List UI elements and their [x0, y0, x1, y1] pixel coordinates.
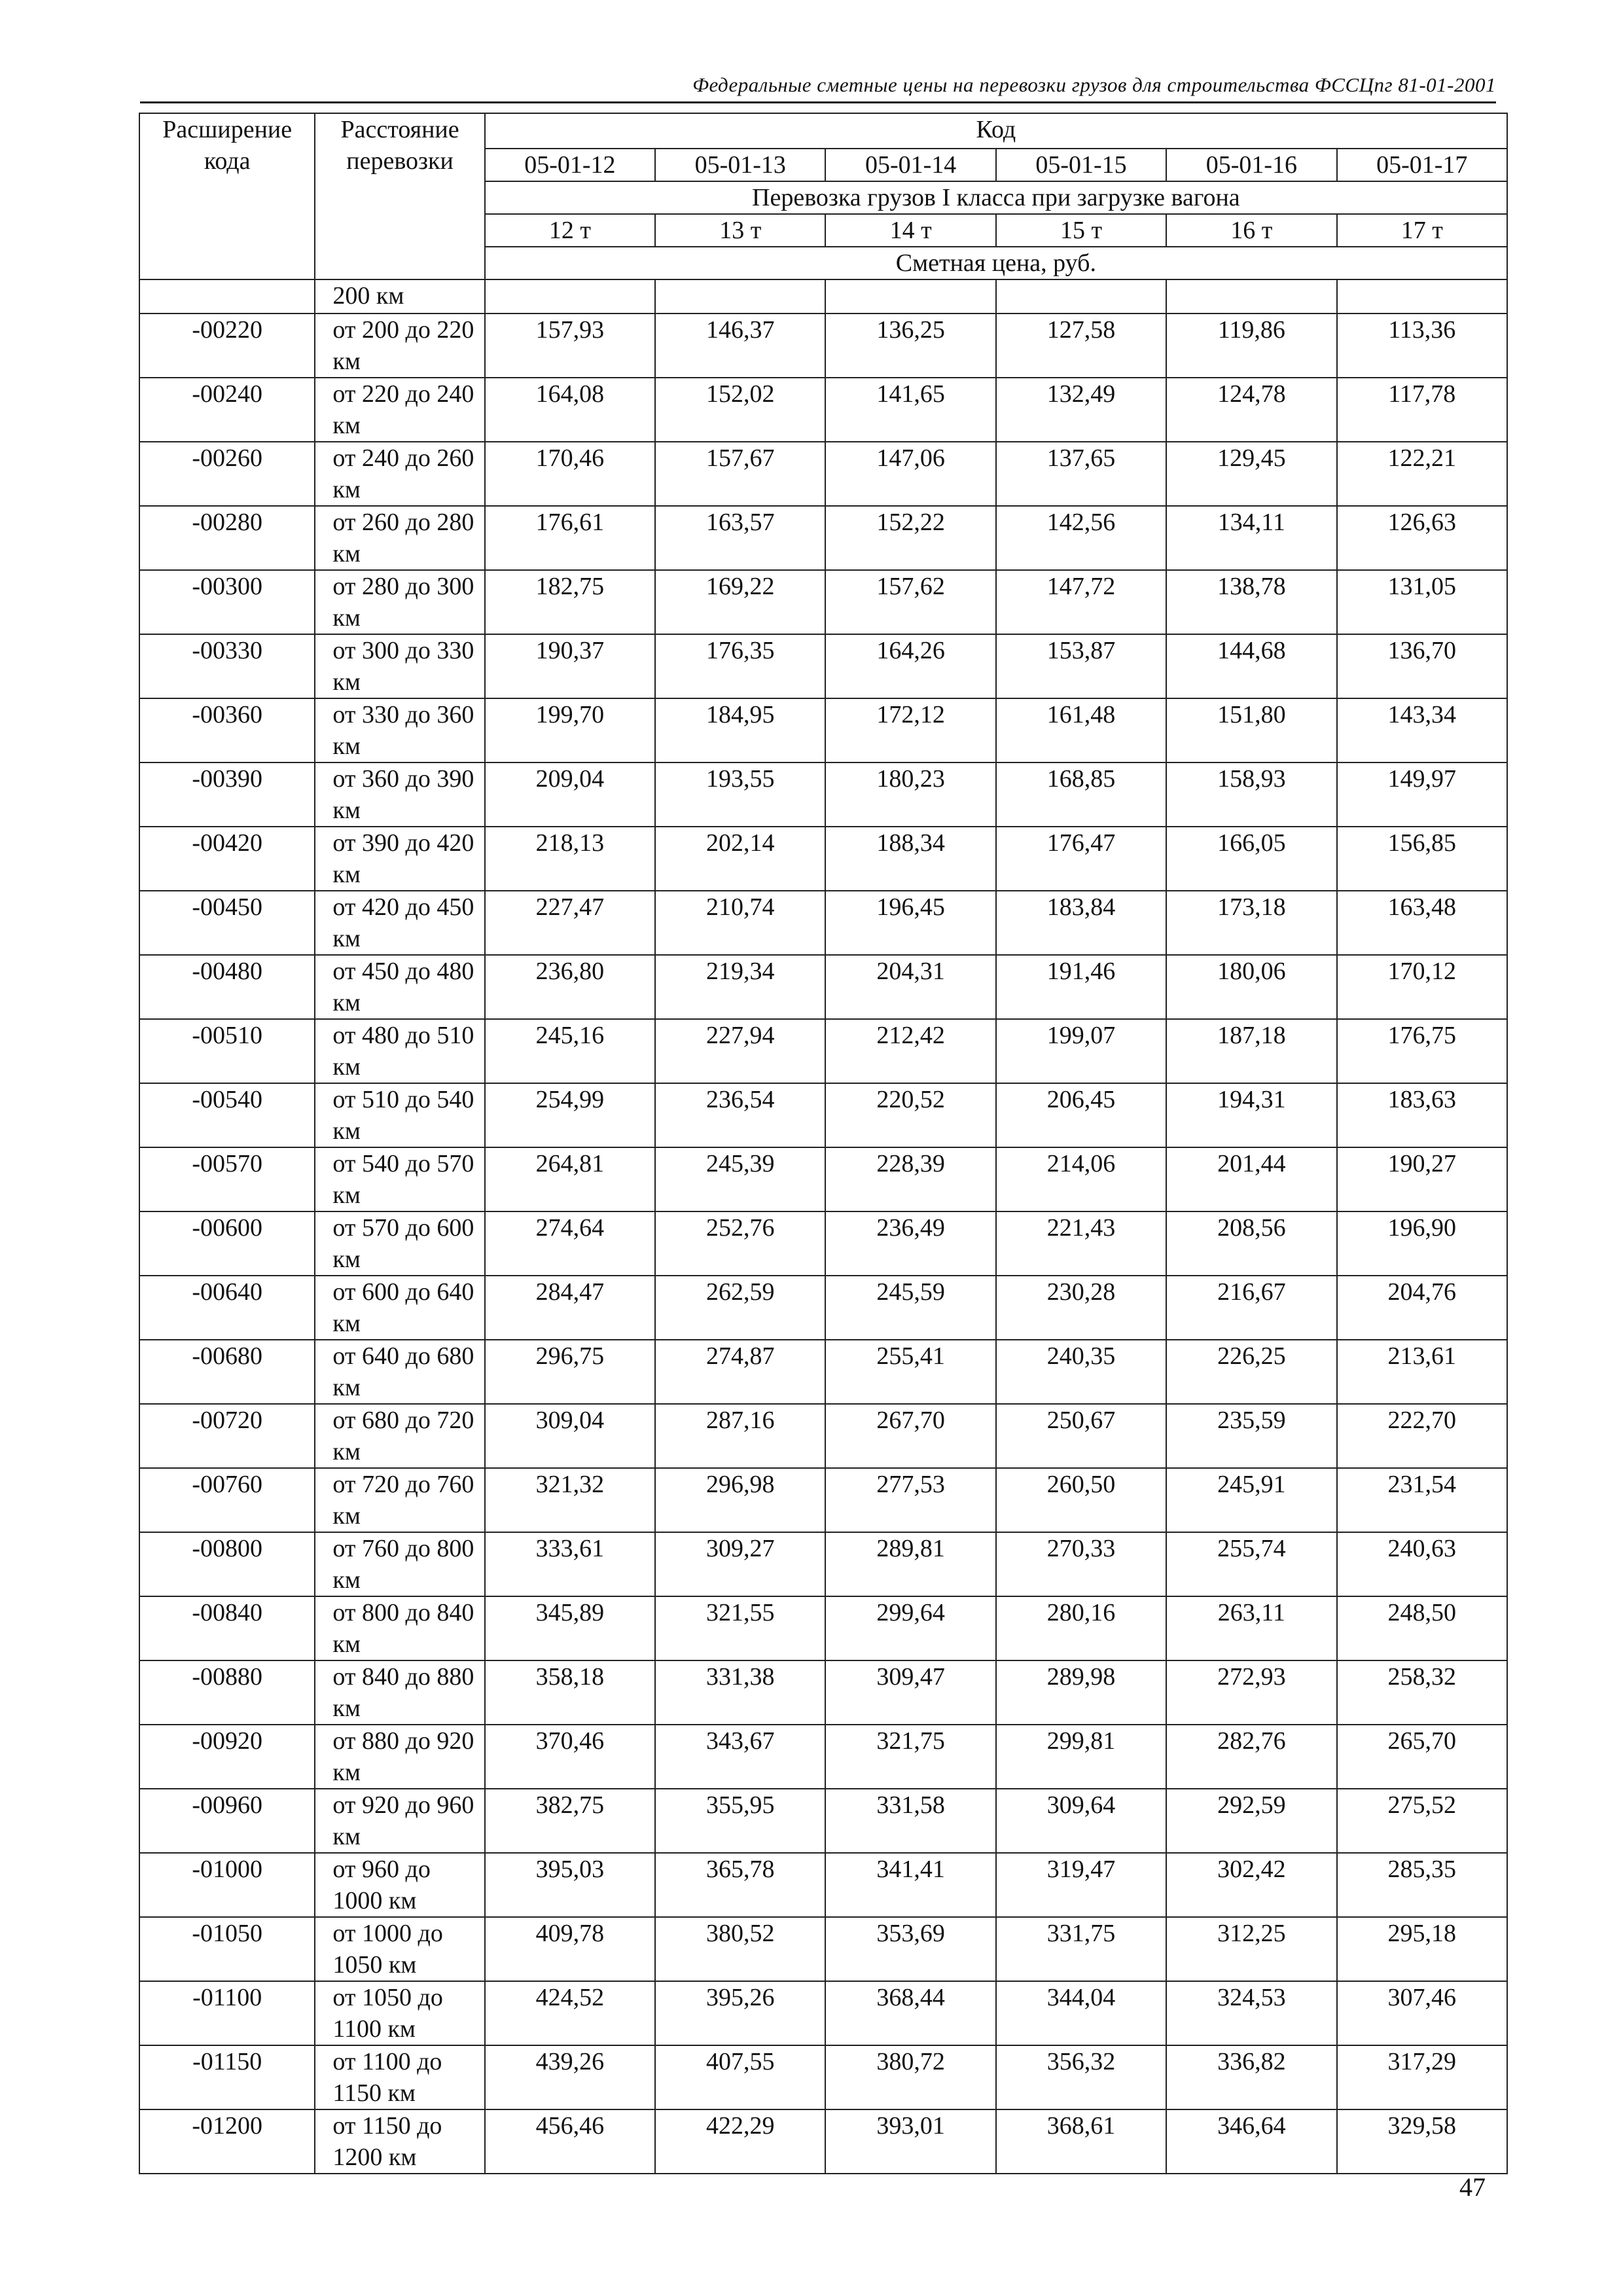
price-cell: 158,93 — [1166, 762, 1336, 827]
distance-cell: от 360 до 390 км — [315, 762, 484, 827]
extension-cell: -00360 — [139, 698, 315, 762]
table-row — [139, 570, 1507, 634]
price-cell: 248,50 — [1337, 1596, 1507, 1660]
price-cell: 218,13 — [485, 827, 655, 891]
price-cell: 187,18 — [1166, 1019, 1336, 1083]
price-cell: 267,70 — [825, 1404, 995, 1468]
price-cell: 321,55 — [655, 1596, 825, 1660]
header-rule — [140, 101, 1496, 103]
price-cell: 182,75 — [485, 570, 655, 634]
distance-cell: от 920 до 960 км — [315, 1789, 484, 1853]
price-cell: 146,37 — [655, 314, 825, 378]
extension-cell: -00800 — [139, 1532, 315, 1596]
price-cell: 220,52 — [825, 1083, 995, 1147]
price-cell: 164,26 — [825, 634, 995, 698]
price-cell: 142,56 — [996, 506, 1166, 570]
price-cell: 270,33 — [996, 1532, 1166, 1596]
price-cell: 255,41 — [825, 1340, 995, 1404]
load-header: 12 т — [485, 214, 655, 247]
price-cell: 231,54 — [1337, 1468, 1507, 1532]
table-row — [139, 1019, 1507, 1083]
col-header-extension: Расширение кода — [139, 113, 315, 279]
price-cell: 317,29 — [1337, 2045, 1507, 2109]
table-row — [139, 891, 1507, 955]
distance-cell: от 420 до 450 км — [315, 891, 484, 955]
price-cell: 202,14 — [655, 827, 825, 891]
price-cell: 365,78 — [655, 1853, 825, 1917]
extension-cell: -00880 — [139, 1660, 315, 1725]
price-cell: 289,98 — [996, 1660, 1166, 1725]
table-row — [139, 1853, 1507, 1917]
distance-cell: от 570 до 600 км — [315, 1211, 484, 1276]
price-cell: 168,85 — [996, 762, 1166, 827]
table-row — [139, 279, 1507, 314]
extension-cell: -01100 — [139, 1981, 315, 2045]
table-row — [139, 2109, 1507, 2174]
extension-cell: -00300 — [139, 570, 315, 634]
price-cell: 280,16 — [996, 1596, 1166, 1660]
price-cell: 287,16 — [655, 1404, 825, 1468]
price-cell: 163,48 — [1337, 891, 1507, 955]
price-cell: 285,35 — [1337, 1853, 1507, 1917]
table-row — [139, 955, 1507, 1019]
distance-cell: от 880 до 920 км — [315, 1725, 484, 1789]
price-cell: 309,47 — [825, 1660, 995, 1725]
extension-cell: -00390 — [139, 762, 315, 827]
col-header-code: Код — [485, 113, 1507, 149]
price-cell: 240,63 — [1337, 1532, 1507, 1596]
price-cell: 368,61 — [996, 2109, 1166, 2174]
price-cell: 250,67 — [996, 1404, 1166, 1468]
price-cell: 296,98 — [655, 1468, 825, 1532]
distance-cell: от 1050 до 1100 км — [315, 1981, 484, 2045]
table-row — [139, 1917, 1507, 1981]
price-cell: 395,26 — [655, 1981, 825, 2045]
extension-cell: -00960 — [139, 1789, 315, 1853]
table-row — [139, 1532, 1507, 1596]
distance-cell: от 390 до 420 км — [315, 827, 484, 891]
price-cell: 309,27 — [655, 1532, 825, 1596]
price-cell: 309,04 — [485, 1404, 655, 1468]
price-cell: 137,65 — [996, 442, 1166, 506]
price-cell: 193,55 — [655, 762, 825, 827]
distance-cell: от 800 до 840 км — [315, 1596, 484, 1660]
price-cell: 173,18 — [1166, 891, 1336, 955]
price-cell: 152,02 — [655, 378, 825, 442]
price-cell: 284,47 — [485, 1276, 655, 1340]
price-cell: 134,11 — [1166, 506, 1336, 570]
distance-cell: от 200 до 220 км — [315, 314, 484, 378]
price-cell: 147,72 — [996, 570, 1166, 634]
price-cell: 382,75 — [485, 1789, 655, 1853]
price-cell: 263,11 — [1166, 1596, 1336, 1660]
price-cell: 331,58 — [825, 1789, 995, 1853]
price-cell: 321,32 — [485, 1468, 655, 1532]
price-cell: 422,29 — [655, 2109, 825, 2174]
price-cell: 274,87 — [655, 1340, 825, 1404]
price-cell: 324,53 — [1166, 1981, 1336, 2045]
price-cell: 117,78 — [1337, 378, 1507, 442]
code-header: 05-01-17 — [1337, 149, 1507, 181]
load-header: 16 т — [1166, 214, 1336, 247]
price-cell: 254,99 — [485, 1083, 655, 1147]
code-header: 05-01-12 — [485, 149, 655, 181]
distance-cell: от 680 до 720 км — [315, 1404, 484, 1468]
price-cell: 407,55 — [655, 2045, 825, 2109]
price-cell: 170,46 — [485, 442, 655, 506]
extension-cell: -00220 — [139, 314, 315, 378]
price-cell: 409,78 — [485, 1917, 655, 1981]
table-row — [139, 762, 1507, 827]
price-cell: 289,81 — [825, 1532, 995, 1596]
price-cell: 151,80 — [1166, 698, 1336, 762]
price-cell: 132,49 — [996, 378, 1166, 442]
distance-cell: от 510 до 540 км — [315, 1083, 484, 1147]
table-row — [139, 1147, 1507, 1211]
distance-cell: от 840 до 880 км — [315, 1660, 484, 1725]
price-cell: 227,47 — [485, 891, 655, 955]
price-cell: 176,47 — [996, 827, 1166, 891]
distance-cell: от 960 до 1000 км — [315, 1853, 484, 1917]
price-cell: 321,75 — [825, 1725, 995, 1789]
price-cell: 208,56 — [1166, 1211, 1336, 1276]
price-cell: 319,47 — [996, 1853, 1166, 1917]
table-row — [139, 1981, 1507, 2045]
price-cell: 190,37 — [485, 634, 655, 698]
price-cell: 236,54 — [655, 1083, 825, 1147]
distance-cell: от 300 до 330 км — [315, 634, 484, 698]
price-label: Сметная цена, руб. — [485, 247, 1507, 279]
price-cell: 236,49 — [825, 1211, 995, 1276]
price-cell: 299,64 — [825, 1596, 995, 1660]
code-header: 05-01-15 — [996, 149, 1166, 181]
price-cell: 264,81 — [485, 1147, 655, 1211]
price-cell: 336,82 — [1166, 2045, 1336, 2109]
price-cell: 307,46 — [1337, 1981, 1507, 2045]
price-cell: 143,34 — [1337, 698, 1507, 762]
table-row — [139, 442, 1507, 506]
code-header: 05-01-13 — [655, 149, 825, 181]
price-cell: 199,70 — [485, 698, 655, 762]
price-cell: 329,58 — [1337, 2109, 1507, 2174]
price-cell: 201,44 — [1166, 1147, 1336, 1211]
table-row — [139, 827, 1507, 891]
table-row — [139, 506, 1507, 570]
extension-cell: -00450 — [139, 891, 315, 955]
extension-cell: -00480 — [139, 955, 315, 1019]
table-row — [139, 314, 1507, 378]
extension-cell: -00420 — [139, 827, 315, 891]
price-cell: 227,94 — [655, 1019, 825, 1083]
price-cell: 157,67 — [655, 442, 825, 506]
price-cell: 164,08 — [485, 378, 655, 442]
price-cell: 113,36 — [1337, 314, 1507, 378]
price-cell: 312,25 — [1166, 1917, 1336, 1981]
price-cell: 260,50 — [996, 1468, 1166, 1532]
price-cell: 282,76 — [1166, 1725, 1336, 1789]
price-cell: 152,22 — [825, 506, 995, 570]
table-row — [139, 1660, 1507, 1725]
price-cell: 258,32 — [1337, 1660, 1507, 1725]
price-cell: 180,06 — [1166, 955, 1336, 1019]
price-cell: 194,31 — [1166, 1083, 1336, 1147]
price-cell: 176,35 — [655, 634, 825, 698]
table-row — [139, 1725, 1507, 1789]
price-cell: 214,06 — [996, 1147, 1166, 1211]
price-cell: 196,45 — [825, 891, 995, 955]
price-cell: 344,04 — [996, 1981, 1166, 2045]
price-cell: 170,12 — [1337, 955, 1507, 1019]
distance-cell: от 280 до 300 км — [315, 570, 484, 634]
table-row — [139, 1789, 1507, 1853]
price-cell: 166,05 — [1166, 827, 1336, 891]
extension-cell: -00600 — [139, 1211, 315, 1276]
price-cell: 345,89 — [485, 1596, 655, 1660]
col-header-distance: Расстояние перевозки — [315, 113, 484, 279]
price-cell: 346,64 — [1166, 2109, 1336, 2174]
distance-cell: от 760 до 800 км — [315, 1532, 484, 1596]
price-cell: 196,90 — [1337, 1211, 1507, 1276]
price-cell: 331,75 — [996, 1917, 1166, 1981]
price-cell: 183,63 — [1337, 1083, 1507, 1147]
price-cell: 292,59 — [1166, 1789, 1336, 1853]
extension-cell — [139, 279, 315, 314]
price-cell: 204,76 — [1337, 1276, 1507, 1340]
price-cell: 368,44 — [825, 1981, 995, 2045]
price-cell: 176,61 — [485, 506, 655, 570]
distance-cell: от 330 до 360 км — [315, 698, 484, 762]
load-header: 15 т — [996, 214, 1166, 247]
load-header: 13 т — [655, 214, 825, 247]
distance-cell: 200 км — [315, 279, 484, 314]
price-cell: 222,70 — [1337, 1404, 1507, 1468]
price-cell: 230,28 — [996, 1276, 1166, 1340]
price-cell: 141,65 — [825, 378, 995, 442]
price-cell: 255,74 — [1166, 1532, 1336, 1596]
price-cell: 124,78 — [1166, 378, 1336, 442]
price-cell: 358,18 — [485, 1660, 655, 1725]
distance-cell: от 600 до 640 км — [315, 1276, 484, 1340]
page-number: 47 — [1459, 2172, 1486, 2202]
price-cell: 147,06 — [825, 442, 995, 506]
price-cell: 119,86 — [1166, 314, 1336, 378]
price-cell: 172,12 — [825, 698, 995, 762]
table-row — [139, 1083, 1507, 1147]
price-cell: 240,35 — [996, 1340, 1166, 1404]
price-cell: 209,04 — [485, 762, 655, 827]
table-row — [139, 634, 1507, 698]
code-header: 05-01-14 — [825, 149, 995, 181]
price-cell: 122,21 — [1337, 442, 1507, 506]
distance-cell: от 220 до 240 км — [315, 378, 484, 442]
extension-cell: -01150 — [139, 2045, 315, 2109]
price-cell: 221,43 — [996, 1211, 1166, 1276]
price-cell: 395,03 — [485, 1853, 655, 1917]
price-cell: 219,34 — [655, 955, 825, 1019]
price-cell: 136,70 — [1337, 634, 1507, 698]
table-row — [139, 698, 1507, 762]
price-cell: 333,61 — [485, 1532, 655, 1596]
price-cell: 138,78 — [1166, 570, 1336, 634]
price-cell: 169,22 — [655, 570, 825, 634]
price-cell: 275,52 — [1337, 1789, 1507, 1853]
price-cell: 226,25 — [1166, 1340, 1336, 1404]
table-row — [139, 1596, 1507, 1660]
extension-cell: -00680 — [139, 1340, 315, 1404]
table-row — [139, 378, 1507, 442]
load-header: 17 т — [1337, 214, 1507, 247]
price-cell: 245,39 — [655, 1147, 825, 1211]
table-subtitle: Перевозка грузов I класса при загрузке вагона — [485, 181, 1507, 214]
price-cell: 157,62 — [825, 570, 995, 634]
price-cell: 424,52 — [485, 1981, 655, 2045]
price-cell: 188,34 — [825, 827, 995, 891]
extension-cell: -01200 — [139, 2109, 315, 2174]
table-row — [139, 1211, 1507, 1276]
price-cell: 302,42 — [1166, 1853, 1336, 1917]
price-cell: 153,87 — [996, 634, 1166, 698]
extension-cell: -00720 — [139, 1404, 315, 1468]
price-cell: 213,61 — [1337, 1340, 1507, 1404]
distance-cell: от 1000 до 1050 км — [315, 1917, 484, 1981]
code-header: 05-01-16 — [1166, 149, 1336, 181]
price-cell: 149,97 — [1337, 762, 1507, 827]
price-cell: 180,23 — [825, 762, 995, 827]
extension-cell: -00920 — [139, 1725, 315, 1789]
extension-cell: -00640 — [139, 1276, 315, 1340]
table-row — [139, 1404, 1507, 1468]
price-cell: 356,32 — [996, 2045, 1166, 2109]
extension-cell: -00540 — [139, 1083, 315, 1147]
price-cell: 262,59 — [655, 1276, 825, 1340]
distance-cell: от 1100 до 1150 км — [315, 2045, 484, 2109]
price-cell: 176,75 — [1337, 1019, 1507, 1083]
table-row — [139, 1468, 1507, 1532]
extension-cell: -00760 — [139, 1468, 315, 1532]
price-cell: 355,95 — [655, 1789, 825, 1853]
extension-cell: -00260 — [139, 442, 315, 506]
price-cell: 126,63 — [1337, 506, 1507, 570]
price-cell: 228,39 — [825, 1147, 995, 1211]
price-cell: 296,75 — [485, 1340, 655, 1404]
extension-cell: -01050 — [139, 1917, 315, 1981]
price-cell: 210,74 — [655, 891, 825, 955]
running-title: Федеральные сметные цены на перевозки грузов для строительства ФССЦпг 81-01-2001 — [692, 73, 1496, 96]
price-cell: 299,81 — [996, 1725, 1166, 1789]
price-cell: 380,52 — [655, 1917, 825, 1981]
price-cell: 265,70 — [1337, 1725, 1507, 1789]
price-cell: 199,07 — [996, 1019, 1166, 1083]
price-cell: 341,41 — [825, 1853, 995, 1917]
price-cell: 295,18 — [1337, 1917, 1507, 1981]
distance-cell: от 720 до 760 км — [315, 1468, 484, 1532]
price-cell: 380,72 — [825, 2045, 995, 2109]
price-cell: 343,67 — [655, 1725, 825, 1789]
extension-cell: -01000 — [139, 1853, 315, 1917]
price-cell: 252,76 — [655, 1211, 825, 1276]
table-row — [139, 1276, 1507, 1340]
price-cell: 272,93 — [1166, 1660, 1336, 1725]
distance-cell: от 450 до 480 км — [315, 955, 484, 1019]
price-cell: 136,25 — [825, 314, 995, 378]
price-cell: 456,46 — [485, 2109, 655, 2174]
price-cell: 204,31 — [825, 955, 995, 1019]
price-cell: 277,53 — [825, 1468, 995, 1532]
price-table — [139, 113, 1508, 2174]
extension-cell: -00280 — [139, 506, 315, 570]
price-cell: 235,59 — [1166, 1404, 1336, 1468]
distance-cell: от 640 до 680 км — [315, 1340, 484, 1404]
extension-cell: -00330 — [139, 634, 315, 698]
price-cell: 236,80 — [485, 955, 655, 1019]
price-cell: 309,64 — [996, 1789, 1166, 1853]
table-row — [139, 1340, 1507, 1404]
price-cell: 184,95 — [655, 698, 825, 762]
extension-cell: -00240 — [139, 378, 315, 442]
price-cell: 129,45 — [1166, 442, 1336, 506]
price-cell: 370,46 — [485, 1725, 655, 1789]
price-cell: 127,58 — [996, 314, 1166, 378]
price-cell: 131,05 — [1337, 570, 1507, 634]
distance-cell: от 480 до 510 км — [315, 1019, 484, 1083]
price-cell: 190,27 — [1337, 1147, 1507, 1211]
extension-cell: -00840 — [139, 1596, 315, 1660]
extension-cell: -00510 — [139, 1019, 315, 1083]
price-cell: 274,64 — [485, 1211, 655, 1276]
price-cell: 245,16 — [485, 1019, 655, 1083]
distance-cell: от 260 до 280 км — [315, 506, 484, 570]
price-cell: 393,01 — [825, 2109, 995, 2174]
price-cell: 245,91 — [1166, 1468, 1336, 1532]
price-cell: 191,46 — [996, 955, 1166, 1019]
table-row — [139, 2045, 1507, 2109]
price-cell: 144,68 — [1166, 634, 1336, 698]
price-cell: 331,38 — [655, 1660, 825, 1725]
load-header: 14 т — [825, 214, 995, 247]
price-cell: 161,48 — [996, 698, 1166, 762]
price-cell: 163,57 — [655, 506, 825, 570]
distance-cell: от 240 до 260 км — [315, 442, 484, 506]
price-cell: 439,26 — [485, 2045, 655, 2109]
price-cell: 216,67 — [1166, 1276, 1336, 1340]
extension-cell: -00570 — [139, 1147, 315, 1211]
distance-cell: от 1150 до 1200 км — [315, 2109, 484, 2174]
price-cell: 212,42 — [825, 1019, 995, 1083]
price-cell: 183,84 — [996, 891, 1166, 955]
price-cell: 206,45 — [996, 1083, 1166, 1147]
distance-cell: от 540 до 570 км — [315, 1147, 484, 1211]
price-cell: 156,85 — [1337, 827, 1507, 891]
price-cell: 157,93 — [485, 314, 655, 378]
price-cell: 245,59 — [825, 1276, 995, 1340]
price-cell: 353,69 — [825, 1917, 995, 1981]
